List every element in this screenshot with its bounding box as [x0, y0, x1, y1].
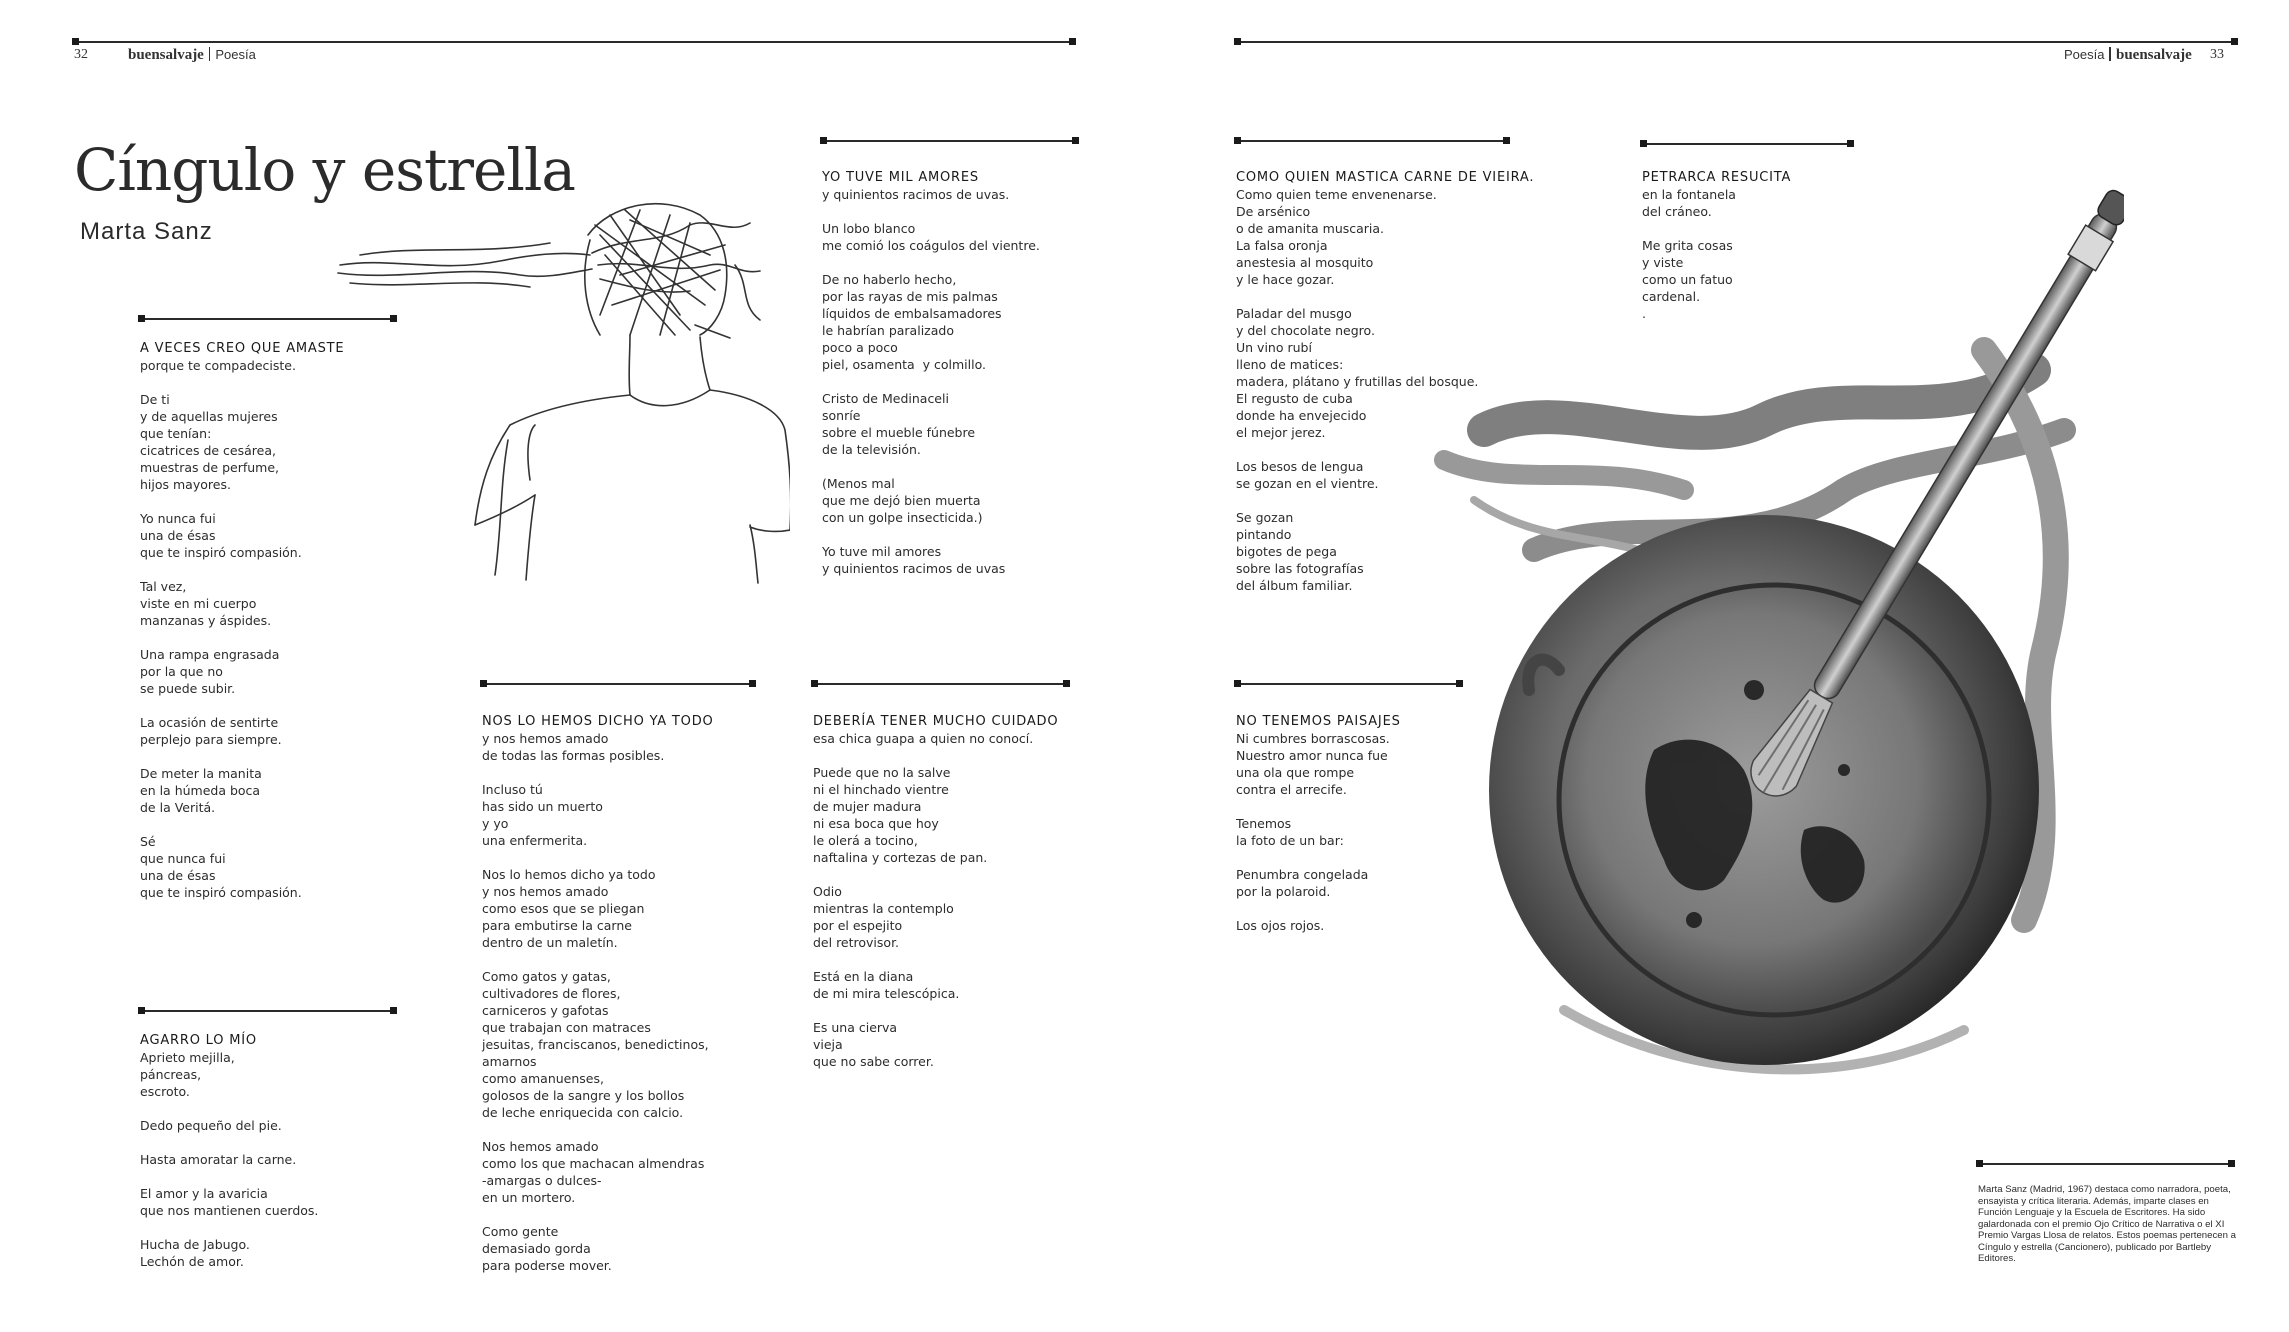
- poem-line: Una rampa engrasada: [140, 647, 280, 662]
- poem-line: demasiado gorda: [482, 1241, 591, 1256]
- poem-line: y quinientos racimos de uvas: [822, 561, 1006, 576]
- poem-line: contra el arrecife.: [1236, 782, 1347, 797]
- poem-line: [140, 697, 410, 714]
- poem-line: cardenal.: [1642, 289, 1701, 304]
- poem-line: Se gozan: [1236, 510, 1294, 525]
- poem-line: que tenían:: [140, 426, 212, 441]
- poem-line: naftalina y cortezas de pan.: [813, 850, 988, 865]
- poem-line: líquidos de embalsamadores: [822, 306, 1002, 321]
- poem-line: [1236, 900, 1506, 917]
- poem-line: -amargas o dulces-: [482, 1173, 602, 1188]
- poem-line: [822, 203, 1092, 220]
- poem-line: De meter la manita: [140, 766, 262, 781]
- poem-line: Cristo de Medinaceli: [822, 391, 949, 406]
- poem-line: Nos hemos amado: [482, 1139, 599, 1154]
- poem-line: Tenemos: [1236, 816, 1292, 831]
- poem-line: se puede subir.: [140, 681, 236, 696]
- poem-line: Puede que no la salve: [813, 765, 951, 780]
- poem-yo-tuve: [822, 169, 1092, 577]
- poem-line: [482, 1206, 752, 1223]
- poem-line: [140, 748, 410, 765]
- poem-line: de la Veritá.: [140, 800, 216, 815]
- poem-line: Los besos de lengua: [1236, 459, 1364, 474]
- poem-line: que no sabe correr.: [813, 1054, 934, 1069]
- poem-line: perplejo para siempre.: [140, 732, 282, 747]
- poem-line: como esos que se pliegan: [482, 901, 645, 916]
- poem-line: [1236, 798, 1506, 815]
- poem-line: [482, 951, 752, 968]
- poem-line: [482, 764, 752, 781]
- page-number-right: 33: [2210, 47, 2224, 62]
- poem-line: (Menos mal: [822, 476, 895, 491]
- poem-line: y de aquellas mujeres: [140, 409, 278, 424]
- poem-line: y del chocolate negro.: [1236, 323, 1375, 338]
- header-separator: [209, 47, 211, 61]
- poem-line: y nos hemos amado: [482, 884, 609, 899]
- poem-line: [140, 629, 410, 646]
- poem-line: De ti: [140, 392, 170, 407]
- poem-line: y yo: [482, 816, 509, 831]
- poem-line: lleno de matices:: [1236, 357, 1344, 372]
- poem-line: Nos lo hemos dicho ya todo: [482, 867, 656, 882]
- poem-line: Incluso tú: [482, 782, 543, 797]
- poem-line: [140, 816, 410, 833]
- poem-line: Sé: [140, 834, 156, 849]
- poem-line: piel, osamenta y colmillo.: [822, 357, 986, 372]
- author-bio: Marta Sanz (Madrid, 1967) destaca como narradora, poeta, ensayista y crítica literaria. Además, imparte clases en Función Lenguaje y la Escuela de Escritores. Ha sido galardonada con el premio Ojo Crítico de Narrativa o el XI Premio Vargas Llosa de relatos. Estos poemas pertenecen a Cíngulo y estrella (Cancionero), publicado por Bartleby Editores.: [1978, 1184, 2236, 1264]
- poem-line: sonríe: [822, 408, 861, 423]
- poem-rule-5: [813, 683, 1068, 685]
- poem-line: para embutirse la carne: [482, 918, 632, 933]
- poem-line: [822, 526, 1092, 543]
- poem-line: se gozan en el vientre.: [1236, 476, 1379, 491]
- poem-line: del cráneo.: [1642, 204, 1712, 219]
- poem-line: anestesia al mosquito: [1236, 255, 1374, 270]
- poem-line: que te inspiró compasión.: [140, 885, 302, 900]
- poem-line: Aprieto mejilla,: [140, 1050, 235, 1065]
- poem-line: en la fontanela: [1642, 187, 1736, 202]
- poem-line: que te inspiró compasión.: [140, 545, 302, 560]
- left-page: [0, 0, 1144, 1332]
- poem-deberia-tener: [813, 713, 1083, 1070]
- poem-rule-9: [1978, 1163, 2233, 1165]
- poem-line: de mi mira telescópica.: [813, 986, 960, 1001]
- poem-rule-3: [822, 140, 1077, 142]
- poem-line: golosos de la sangre y los bollos: [482, 1088, 685, 1103]
- poem-line: del álbum familiar.: [1236, 578, 1353, 593]
- poem-line: una ola que rompe: [1236, 765, 1355, 780]
- poem-rule-7: [1642, 143, 1852, 145]
- poem-nos-lo-hemos: [482, 713, 752, 1274]
- poem-line: que me dejó bien muerta: [822, 493, 981, 508]
- poem-line: para poderse mover.: [482, 1258, 612, 1273]
- poem-line: De no haberlo hecho,: [822, 272, 957, 287]
- poem-line: Ni cumbres borrascosas.: [1236, 731, 1390, 746]
- poem-title: AGARRO LO MÍO: [140, 1033, 257, 1048]
- header-rule-left: [74, 41, 1074, 43]
- poem-line: Hucha de Jabugo.: [140, 1237, 250, 1252]
- poem-line: Como quien teme envenenarse.: [1236, 187, 1437, 202]
- poem-line: [813, 866, 1083, 883]
- poem-line: Nuestro amor nunca fue: [1236, 748, 1388, 763]
- poem-line: Un lobo blanco: [822, 221, 916, 236]
- poem-line: .: [1642, 306, 1646, 321]
- poem-line: Tal vez,: [140, 579, 187, 594]
- poem-line: [822, 373, 1092, 390]
- poem-line: me comió los coágulos del vientre.: [822, 238, 1040, 253]
- poem-line: y le hace gozar.: [1236, 272, 1335, 287]
- poem-line: Está en la diana: [813, 969, 914, 984]
- poem-line: que nunca fui: [140, 851, 226, 866]
- poem-line: [822, 458, 1092, 475]
- poem-line: y quinientos racimos de uvas.: [822, 187, 1010, 202]
- poem-line: como amanuenses,: [482, 1071, 604, 1086]
- poem-line: Un vino rubí: [1236, 340, 1312, 355]
- poem-line: del retrovisor.: [813, 935, 900, 950]
- header-separator: [2109, 47, 2111, 61]
- poem-line: Paladar del musgo: [1236, 306, 1352, 321]
- poem-line: [140, 1134, 410, 1151]
- poem-line: madera, plátano y frutillas del bosque.: [1236, 374, 1479, 389]
- article-author: Marta Sanz: [80, 218, 213, 245]
- poem-line: has sido un muerto: [482, 799, 603, 814]
- running-header-right: [2064, 47, 2192, 64]
- poem-line: le olerá a tocino,: [813, 833, 918, 848]
- poem-line: por la polaroid.: [1236, 884, 1331, 899]
- poem-line: o de amanita muscaria.: [1236, 221, 1385, 236]
- poem-line: Me grita cosas: [1642, 238, 1733, 253]
- poem-line: [140, 374, 410, 391]
- article-title: Cíngulo y estrella: [74, 136, 575, 204]
- poem-line: Yo tuve mil amores: [822, 544, 942, 559]
- poem-line: esa chica guapa a quien no conocí.: [813, 731, 1034, 746]
- poem-line: mientras la contemplo: [813, 901, 954, 916]
- poem-line: Odio: [813, 884, 842, 899]
- poem-line: [813, 951, 1083, 968]
- poem-line: por las rayas de mis palmas: [822, 289, 998, 304]
- poem-line: bigotes de pega: [1236, 544, 1337, 559]
- running-header-left: [128, 47, 256, 64]
- poem-line: jesuitas, franciscanos, benedictinos,: [482, 1037, 709, 1052]
- poem-line: le habrían paralizado: [822, 323, 954, 338]
- poem-line: [482, 849, 752, 866]
- poem-line: cultivadores de flores,: [482, 986, 621, 1001]
- poem-line: de la televisión.: [822, 442, 921, 457]
- poem-line: La ocasión de sentirte: [140, 715, 279, 730]
- poem-line: carniceros y gafotas: [482, 1003, 609, 1018]
- poem-title: PETRARCA RESUCITA: [1642, 170, 1792, 185]
- poem-line: ni el hinchado vientre: [813, 782, 949, 797]
- poem-line: Lechón de amor.: [140, 1254, 244, 1269]
- poem-line: como un fatuo: [1642, 272, 1733, 287]
- poem-line: El regusto de cuba: [1236, 391, 1353, 406]
- poem-line: hijos mayores.: [140, 477, 231, 492]
- section-name: Poesía: [215, 47, 256, 62]
- section-name: Poesía: [2064, 47, 2105, 62]
- poem-line: Los ojos rojos.: [1236, 918, 1325, 933]
- poem-line: Penumbra congelada: [1236, 867, 1369, 882]
- poem-title: COMO QUIEN MASTICA CARNE DE VIEIRA.: [1236, 170, 1535, 185]
- poem-line: de todas las formas posibles.: [482, 748, 665, 763]
- poem-line: [813, 747, 1083, 764]
- poem-title: A VECES CREO QUE AMASTE: [140, 341, 345, 356]
- poem-line: [822, 254, 1092, 271]
- brand-name: buensalvaje: [2115, 47, 2192, 63]
- right-page: [1144, 0, 2289, 1332]
- poem-line: y viste: [1642, 255, 1684, 270]
- poem-line: vieja: [813, 1037, 843, 1052]
- poem-line: [140, 1219, 410, 1236]
- poem-line: y nos hemos amado: [482, 731, 609, 746]
- poem-line: viste en mi cuerpo: [140, 596, 257, 611]
- poem-line: De arsénico: [1236, 204, 1311, 219]
- poem-rule-6: [1236, 140, 1508, 142]
- poem-line: que nos mantienen cuerdos.: [140, 1203, 319, 1218]
- poem-line: pintando: [1236, 527, 1292, 542]
- poem-line: donde ha envejecido: [1236, 408, 1367, 423]
- poem-petrarca-resucita: [1642, 169, 1912, 322]
- poem-line: [1236, 441, 1536, 458]
- poem-line: poco a poco: [822, 340, 898, 355]
- poem-line: en un mortero.: [482, 1190, 576, 1205]
- poem-line: Yo nunca fui: [140, 511, 216, 526]
- poem-line: de mujer madura: [813, 799, 922, 814]
- poem-line: Hasta amoratar la carne.: [140, 1152, 297, 1167]
- poem-title: NO TENEMOS PAISAJES: [1236, 714, 1401, 729]
- poem-title: DEBERÍA TENER MUCHO CUIDADO: [813, 714, 1059, 729]
- poem-line: [1642, 220, 1912, 237]
- poem-line: cicatrices de cesárea,: [140, 443, 276, 458]
- poem-line: escroto.: [140, 1084, 190, 1099]
- poem-line: [140, 1168, 410, 1185]
- poem-line: Como gatos y gatas,: [482, 969, 611, 984]
- poem-line: [140, 561, 410, 578]
- poem-line: porque te compadeciste.: [140, 358, 296, 373]
- poem-como-quien-mastica: [1236, 169, 1536, 594]
- poem-line: [140, 1100, 410, 1117]
- poem-rule-1: [140, 318, 395, 320]
- poem-line: La falsa oronja: [1236, 238, 1328, 253]
- poem-line: con un golpe insecticida.): [822, 510, 983, 525]
- poem-line: una de ésas: [140, 868, 216, 883]
- poem-line: Dedo pequeño del pie.: [140, 1118, 282, 1133]
- poem-line: [813, 1002, 1083, 1019]
- poem-line: [1236, 492, 1536, 509]
- poem-line: [140, 493, 410, 510]
- page-number-left: 32: [74, 47, 88, 62]
- poem-line: amarnos: [482, 1054, 537, 1069]
- poem-line: una enfermerita.: [482, 833, 588, 848]
- poem-line: dentro de un maletín.: [482, 935, 618, 950]
- poem-line: El amor y la avaricia: [140, 1186, 268, 1201]
- poem-line: manzanas y áspides.: [140, 613, 272, 628]
- header-rule-right: [1236, 41, 2236, 43]
- poem-line: Como gente: [482, 1224, 559, 1239]
- poem-line: por la que no: [140, 664, 223, 679]
- poem-line: Es una cierva: [813, 1020, 898, 1035]
- poem-line: muestras de perfume,: [140, 460, 280, 475]
- poem-rule-2: [140, 1010, 395, 1012]
- poem-line: la foto de un bar:: [1236, 833, 1344, 848]
- poem-rule-8: [1236, 683, 1461, 685]
- poem-line: páncreas,: [140, 1067, 202, 1082]
- poem-title: YO TUVE MIL AMORES: [822, 170, 979, 185]
- poem-line: en la húmeda boca: [140, 783, 261, 798]
- poem-line: [1236, 288, 1536, 305]
- brand-name: buensalvaje: [128, 47, 204, 63]
- poem-title: NOS LO HEMOS DICHO YA TODO: [482, 714, 714, 729]
- poem-line: sobre el mueble fúnebre: [822, 425, 976, 440]
- poem-line: una de ésas: [140, 528, 216, 543]
- poem-line: por el espejito: [813, 918, 903, 933]
- poem-a-veces: [140, 340, 410, 901]
- poem-line: como los que machacan almendras: [482, 1156, 705, 1171]
- poem-line: el mejor jerez.: [1236, 425, 1326, 440]
- poem-line: sobre las fotografías: [1236, 561, 1364, 576]
- poem-line: ni esa boca que hoy: [813, 816, 939, 831]
- poem-rule-4: [482, 683, 754, 685]
- poem-line: [1236, 849, 1506, 866]
- poem-line: de leche enriquecida con calcio.: [482, 1105, 684, 1120]
- poem-line: [482, 1121, 752, 1138]
- poem-line: que trabajan con matraces: [482, 1020, 651, 1035]
- poem-no-tenemos-paisajes: [1236, 713, 1506, 934]
- poem-agarro-lo-mio: [140, 1032, 410, 1270]
